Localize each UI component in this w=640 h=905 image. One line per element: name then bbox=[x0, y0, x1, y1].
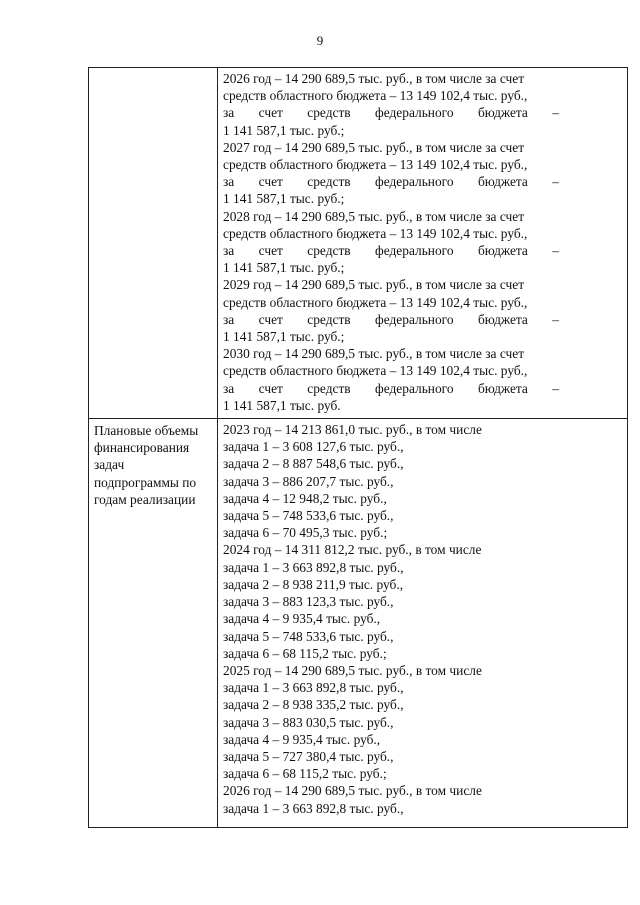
value-lines bbox=[223, 70, 622, 414]
text-line: финансирования bbox=[94, 440, 190, 456]
value-cell bbox=[218, 68, 628, 419]
text-line: 2024 год – 14 311 812,2 тыс. руб., в том числе bbox=[223, 542, 482, 558]
text-line: 2028 год – 14 290 689,5 тыс. руб., в том числе за счет bbox=[223, 208, 525, 224]
text-line: 1 141 587,1 тыс. руб.; bbox=[223, 260, 345, 276]
text-line: 2026 год – 14 290 689,5 тыс. руб., в том числе за счет bbox=[223, 71, 525, 86]
text-line: средств областного бюджета – 13 149 102,4 тыс. руб., bbox=[223, 88, 528, 104]
text-line: задача 1 – 3 663 892,8 тыс. руб., bbox=[223, 559, 404, 575]
text-line: задача 1 – 3 608 127,6 тыс. руб., bbox=[223, 439, 404, 455]
text-line: 1 141 587,1 тыс. руб.; bbox=[223, 329, 345, 345]
text-line: подпрограммы по bbox=[94, 474, 197, 490]
text-line: задач bbox=[94, 457, 125, 473]
text-line: годам реализации bbox=[94, 491, 196, 507]
text-line: 1 141 587,1 тыс. руб.; bbox=[223, 122, 345, 138]
text-line: средств областного бюджета – 13 149 102,4 тыс. руб., bbox=[223, 157, 528, 173]
text-line: 2023 год – 14 213 861,0 тыс. руб., в том числе bbox=[223, 422, 482, 438]
text-line: задача 3 – 883 030,5 тыс. руб., bbox=[223, 714, 394, 730]
text-line: задача 4 – 9 935,4 тыс. руб., bbox=[223, 611, 381, 627]
text-line: задача 1 – 3 663 892,8 тыс. руб., bbox=[223, 800, 404, 816]
text-line: задача 6 – 68 115,2 тыс. руб.; bbox=[223, 766, 387, 782]
page-number: 9 bbox=[316, 33, 324, 48]
text-line: 1 141 587,1 тыс. руб. bbox=[223, 397, 341, 413]
text-line: за счет средств федерального бюджета – bbox=[223, 380, 559, 396]
table-row bbox=[89, 68, 628, 419]
text-line: задача 5 – 748 533,6 тыс. руб., bbox=[223, 628, 394, 644]
text-line: за счет средств федерального бюджета – bbox=[223, 105, 559, 121]
text-line: 2026 год – 14 290 689,5 тыс. руб., в том числе bbox=[223, 783, 482, 799]
text-line: средств областного бюджета – 13 149 102,4 тыс. руб., bbox=[223, 294, 528, 310]
row-label bbox=[94, 421, 212, 508]
text-line: средств областного бюджета – 13 149 102,4 тыс. руб., bbox=[223, 225, 528, 241]
text-line: 2029 год – 14 290 689,5 тыс. руб., в том числе за счет bbox=[223, 277, 525, 293]
table-row bbox=[89, 419, 628, 828]
text-line: задача 2 – 8 938 211,9 тыс. руб., bbox=[223, 576, 404, 592]
text-line: задача 2 – 8 938 335,2 тыс. руб., bbox=[223, 697, 404, 713]
text-line: задача 6 – 68 115,2 тыс. руб.; bbox=[223, 645, 387, 661]
text-line: задача 3 – 886 207,7 тыс. руб., bbox=[223, 473, 394, 489]
text-line: 2025 год – 14 290 689,5 тыс. руб., в том числе bbox=[223, 662, 482, 678]
text-line: задача 5 – 748 533,6 тыс. руб., bbox=[223, 508, 394, 524]
value-lines bbox=[223, 421, 622, 817]
financing-table bbox=[88, 67, 628, 828]
text-line: задача 2 – 8 887 548,6 тыс. руб., bbox=[223, 456, 404, 472]
text-line: 1 141 587,1 тыс. руб.; bbox=[223, 191, 345, 207]
text-line: 2027 год – 14 290 689,5 тыс. руб., в том числе за счет bbox=[223, 139, 525, 155]
text-line: задача 1 – 3 663 892,8 тыс. руб., bbox=[223, 680, 404, 696]
text-line: задача 5 – 727 380,4 тыс. руб., bbox=[223, 748, 394, 764]
text-line: задача 4 – 12 948,2 тыс. руб., bbox=[223, 490, 387, 506]
label-cell-empty bbox=[89, 68, 218, 419]
text-line: средств областного бюджета – 13 149 102,4 тыс. руб., bbox=[223, 363, 528, 379]
text-line: задача 4 – 9 935,4 тыс. руб., bbox=[223, 731, 381, 747]
text-line: за счет средств федерального бюджета – bbox=[223, 311, 559, 327]
text-line: задача 3 – 883 123,3 тыс. руб., bbox=[223, 594, 394, 610]
text-line: Плановые объемы bbox=[94, 423, 199, 439]
label-cell bbox=[89, 419, 218, 828]
text-line: задача 6 – 70 495,3 тыс. руб.; bbox=[223, 525, 388, 541]
value-cell bbox=[218, 419, 628, 828]
text-line: за счет средств федерального бюджета – bbox=[223, 243, 559, 259]
text-line: за счет средств федерального бюджета – bbox=[223, 174, 559, 190]
text-line: 2030 год – 14 290 689,5 тыс. руб., в том числе за счет bbox=[223, 346, 525, 362]
